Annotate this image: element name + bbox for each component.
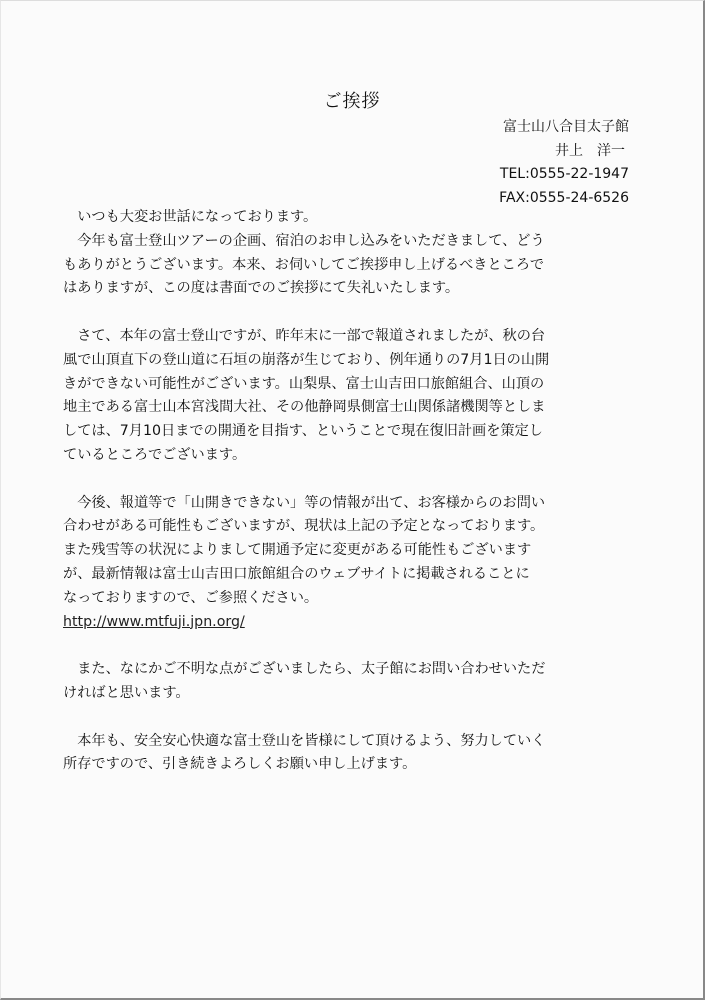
text-line: また、なにかご不明な点がございましたら、太子館にお問い合わせいただ [63,661,546,678]
paragraph-closing [63,730,635,778]
text-line: なっておりますので、ご参照ください。 [63,589,319,606]
text-line: また残雪等の状況によりまして開通予定に変更がある可能性もございます [63,542,532,559]
paragraph-greeting [63,206,635,230]
sender-organization: 富士山八合目太子館 [503,119,629,135]
sender-block [499,116,629,210]
text-line: ければと思います。 [63,684,190,701]
text-line: いつも大変お世話になっております。 [63,209,318,225]
text-line: 本年も、安全安心快適な富士登山を皆様にして頂けるよう、努力していく [63,732,546,749]
text-line: 風で山頂直下の登山道に石垣の崩落が生じており、例年通りの7月1日の山開 [63,351,550,368]
text-line: しては、7月10日までの開通を目指す、ということで現在復旧計画を策定し [63,423,543,440]
text-line: ているところでございます。 [63,446,247,463]
paragraph-situation [63,325,635,468]
text-line: さて、本年の富士登山ですが、昨年末に一部で報道されましたが、秋の台 [63,327,546,344]
text-line: 今年も富士登山ツアーの企画、宿泊のお申し込みをいただきまして、どう [63,232,545,249]
paragraph-contact [63,658,635,706]
letter-body [63,206,635,777]
sender-tel: TEL:0555-22-1947 [499,166,629,182]
sender-fax: FAX:0555-24-6526 [499,189,629,206]
text-line: はありますが、この度は書面でのご挨拶にて失礼いたします。 [63,280,460,297]
website-link[interactable]: http://www.mtfuji.jpn.org/ [63,613,245,630]
paragraph-information [63,492,635,635]
text-line: きができない可能性がございます。山梨県、富士山吉田口旅館組合、山頂の [63,375,545,392]
text-line: 合わせがある可能性もございますが、現状は上記の予定となっております。 [63,518,545,535]
text-line: 今後、報道等で「山開きできない」等の情報が出て、お客様からのお問い [63,494,546,511]
text-line: 所存ですので、引き続きよろしくお願い申し上げます。 [63,756,417,773]
text-line: が、最新情報は富士山吉田口旅館組合のウェブサイトに掲載されることに [63,565,530,582]
paragraph-thanks [63,230,635,301]
sender-name: 井上 洋一 [555,142,625,159]
text-line: もありがとうございます。本来、お伺いしてご挨拶申し上げるべきところで [63,256,545,273]
document-title: ご挨拶 [323,91,381,112]
text-line: 地主である富士山本宮浅間大社、その他静岡県側富士山関係諸機関等としま [63,399,546,416]
